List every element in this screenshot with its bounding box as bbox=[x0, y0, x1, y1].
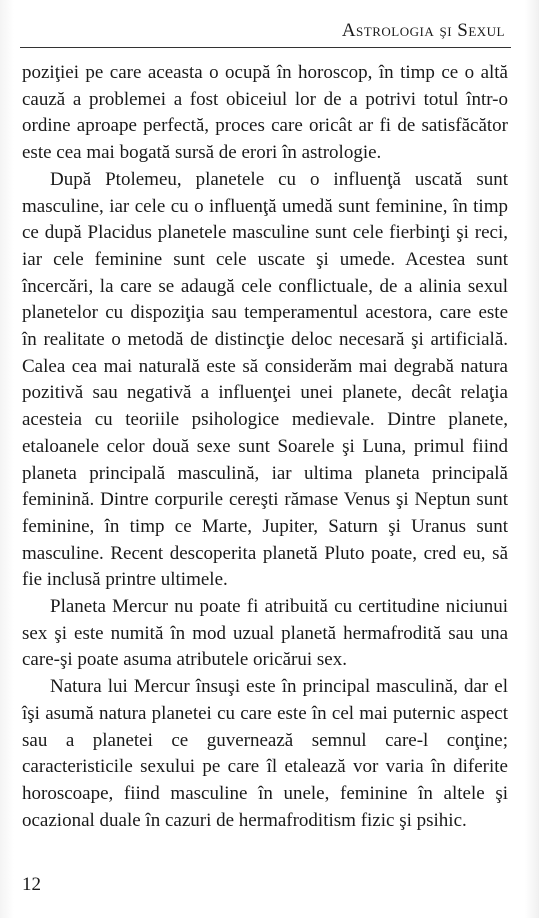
paragraph: Natura lui Mercur însuşi este în principal masculină, dar el îşi asumă natura planetei cu care este în cel mai puternic aspect sau a planetei ce guvernează semnul care-l conţine; caracteristicile sexului pe care îl etalează vor varia în diferite horoscoape, fiind masculine în unele, feminine în altele şi ocazional duale în cazuri de hermafroditism fizic şi psihic. bbox=[22, 676, 508, 831]
header-rule bbox=[20, 47, 511, 48]
body-text bbox=[22, 60, 508, 834]
paragraph: După Ptolemeu, planetele cu o influenţă uscată sunt masculine, iar cele cu o influenţă umedă sunt feminine, în timp ce după Placidus planetele masculine sunt cele fierbinţi şi reci, iar cele feminine sunt cele uscate şi umede. Acestea sunt încercări, la care se adaugă cele conflictuale, de a alinia sexul planetelor cu dispoziţia sau temperamentul acestora, care este în realitate o metodă de distincţie deloc necesară şi artificială. Calea cea mai naturală este să considerăm mai degrabă natura pozitivă sau negativă a influenţei unei planete, decât relaţia acesteia cu teoriile psihologice medievale. Dintre planete, etaloanele celor două sexe sunt Soarele şi Luna, primul fiind planeta principală masculină, iar ultima planeta principală feminină. Dintre corpurile cereşti rămase Venus şi Neptun sunt feminine, în timp ce Marte, Jupiter, Saturn şi Uranus sunt masculine. Recent descoperita planetă Pluto poate, cred eu, să fie inclusă printre ultimele. bbox=[22, 168, 508, 591]
running-head: Astrologia şi Sexul bbox=[341, 20, 505, 41]
paragraph: poziţiei pe care aceasta o ocupă în horoscop, în timp ce o altă cauză a problemei a fost obiceiul lor de a potrivi totul într-o ordine aproape perfectă, proces care oricât ar fi de satisfăcător este cea mai bogată sursă de erori în astrologie. bbox=[22, 62, 508, 164]
paragraph: Planeta Mercur nu poate fi atribuită cu certitudine niciunui sex şi este numită în mod uzual planetă hermafrodită sau una care-şi poate asuma atributele oricărui sex. bbox=[22, 596, 508, 671]
page-number: 12 bbox=[22, 874, 41, 895]
